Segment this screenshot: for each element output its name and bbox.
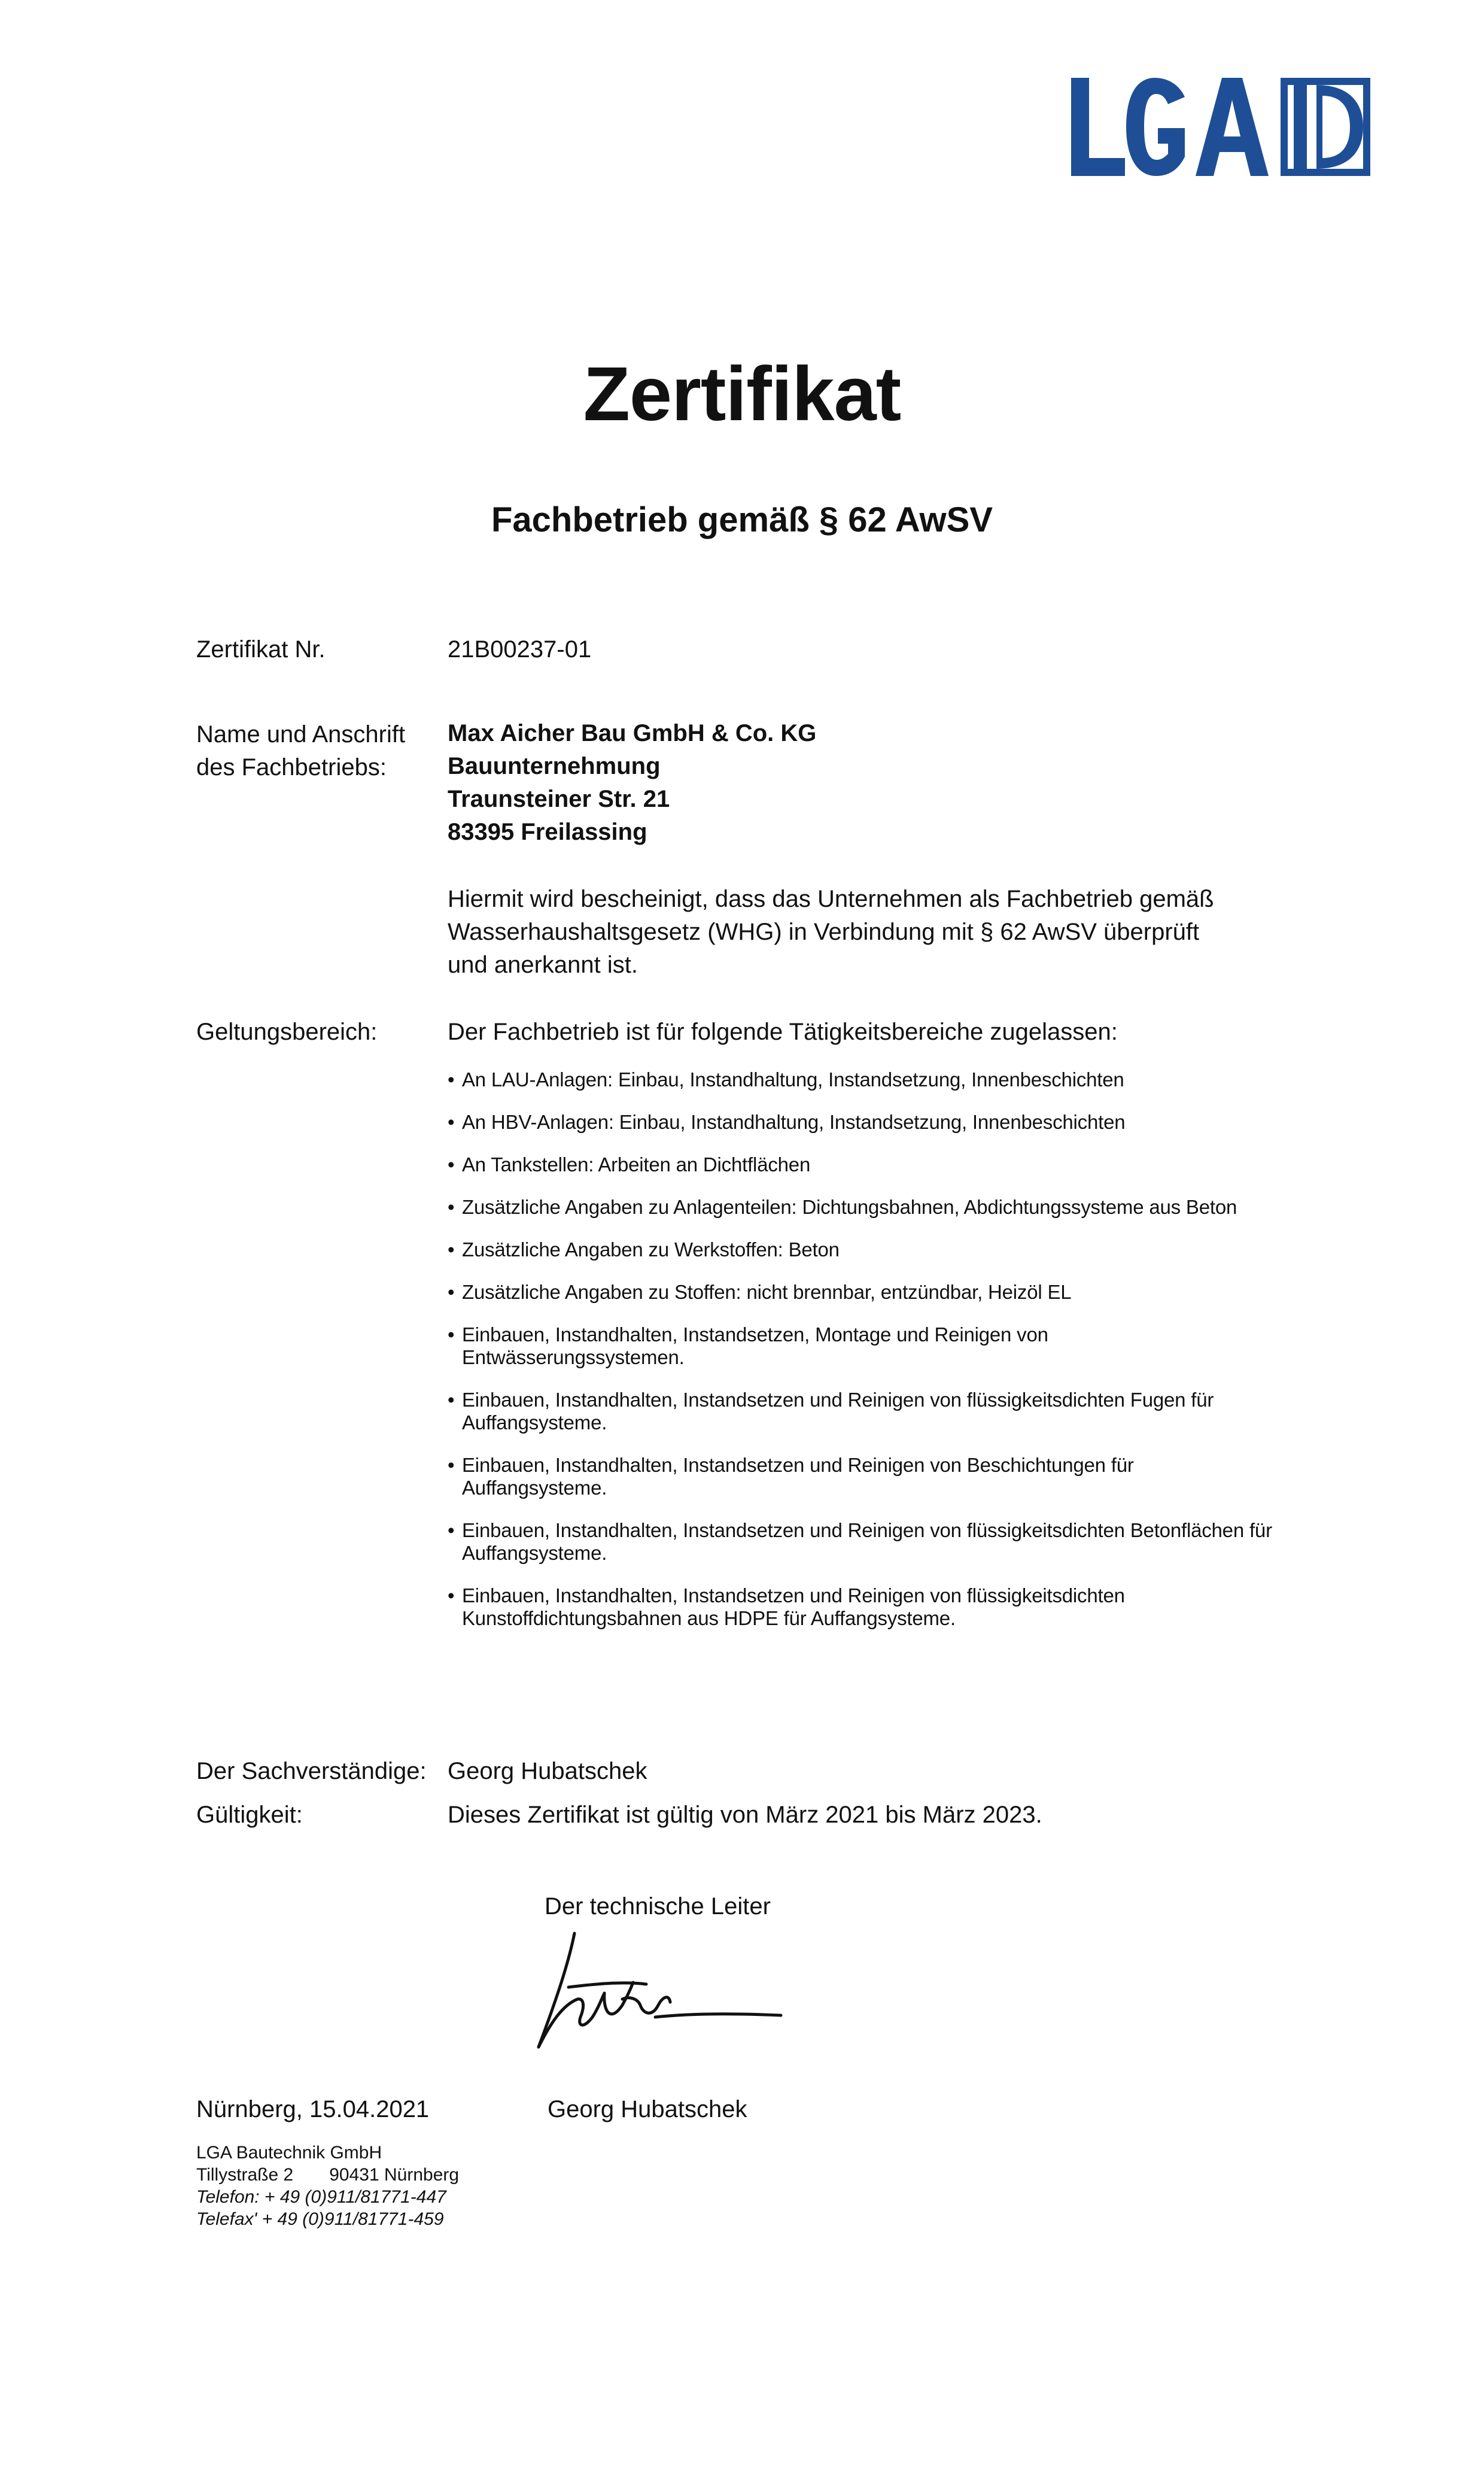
expert-label: Der Sachverständige: <box>196 1758 427 1784</box>
footer-fax: Telefax' + 49 (0)911/81771-459 <box>196 2209 444 2229</box>
list-item: • Zusätzliche Angaben zu Stoffen: nicht brennbar, entzündbar, Heizöl EL <box>448 1281 1273 1304</box>
scope-label: Geltungsbereich: <box>196 1019 378 1045</box>
certificate-number-label: Zertifikat Nr. <box>196 636 326 663</box>
footer-city: 90431 Nürnberg <box>329 2165 460 2185</box>
place-date: Nürnberg, 15.04.2021 <box>196 2096 430 2122</box>
statement-line: Wasserhaushaltsgesetz (WHG) in Verbindung mit § 62 AwSV überprüft <box>448 919 1200 945</box>
lga-logo <box>1071 73 1370 176</box>
certification-statement <box>448 883 1214 982</box>
company-city: 83395 Freilassing <box>448 819 647 845</box>
company-label-line2: des Fachbetriebs: <box>196 754 387 781</box>
signature-name: Georg Hubatschek <box>548 2096 747 2122</box>
footer-address <box>196 2164 459 2186</box>
page-subtitle: Fachbetrieb gemäß § 62 AwSV <box>491 500 993 539</box>
page-title: Zertifikat <box>583 351 901 437</box>
company-address <box>448 717 816 849</box>
signature-role: Der technische Leiter <box>545 1893 771 1920</box>
issuer-footer <box>196 2142 459 2230</box>
company-label-line1: Name und Anschrift <box>196 721 406 748</box>
list-item: • An Tankstellen: Arbeiten an Dichtflächen <box>448 1153 1273 1176</box>
list-item: • Zusätzliche Angaben zu Anlagenteilen: Dichtungsbahnen, Abdichtungssysteme aus Beton <box>448 1196 1273 1219</box>
validity-label: Gültigkeit: <box>196 1802 303 1828</box>
list-item: • An LAU-Anlagen: Einbau, Instandhaltung, Instandsetzung, Innenbeschichten <box>448 1068 1273 1091</box>
company-name: Max Aicher Bau GmbH & Co. KG <box>448 720 817 746</box>
list-item: • Einbauen, Instandhalten, Instandsetzen und Reinigen von flüssigkeitsdichten Fugen für Auffangsysteme. <box>448 1389 1252 1434</box>
statement-line: Hiermit wird bescheinigt, dass das Unternehmen als Fachbetrieb gemäß <box>448 886 1214 912</box>
company-street: Traunsteiner Str. 21 <box>448 786 670 812</box>
certificate-number-value: 21B00237-01 <box>448 636 592 663</box>
scope-list <box>448 1068 1273 1650</box>
scope-intro: Der Fachbetrieb ist für folgende Tätigkeitsbereiche zugelassen: <box>448 1019 1118 1045</box>
list-item: • Einbauen, Instandhalten, Instandsetzen und Reinigen von Beschichtungen für Auffangsysteme. <box>448 1454 1198 1499</box>
signature-image <box>527 1927 838 2059</box>
list-item: • Einbauen, Instandhalten, Instandsetzen, Montage und Reinigen von Entwässerungssystemen. <box>448 1323 1090 1369</box>
list-item: • An HBV-Anlagen: Einbau, Instandhaltung, Instandsetzung, Innenbeschichten <box>448 1111 1273 1134</box>
footer-street: Tillystraße 2 <box>196 2165 294 2185</box>
list-item: • Zusätzliche Angaben zu Werkstoffen: Beton <box>448 1238 1273 1261</box>
footer-phone: Telefon: + 49 (0)911/81771-447 <box>196 2187 446 2207</box>
footer-company: LGA Bautechnik GmbH <box>196 2143 382 2163</box>
list-item: • Einbauen, Instandhalten, Instandsetzen und Reinigen von flüssigkeitsdichten Betonflächen für Auffangsysteme. <box>448 1519 1276 1565</box>
statement-line: und anerkannt ist. <box>448 952 638 978</box>
expert-value: Georg Hubatschek <box>448 1758 647 1784</box>
validity-value: Dieses Zertifikat ist gültig von März 2021 bis März 2023. <box>448 1802 1042 1828</box>
company-type: Bauunternehmung <box>448 753 661 779</box>
list-item: • Einbauen, Instandhalten, Instandsetzen und Reinigen von flüssigkeitsdichten Kunstoffdichtungsbahnen aus HDPE für Auffangsysteme. <box>448 1584 1180 1630</box>
